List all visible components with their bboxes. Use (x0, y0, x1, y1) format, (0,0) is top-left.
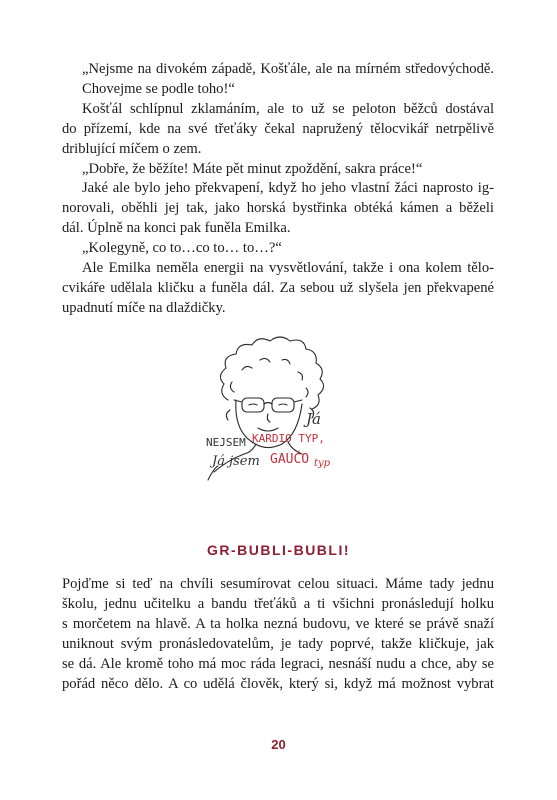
chapter-heading: GR-BUBLI-BUBLI! (206, 542, 351, 558)
paragraph (62, 259, 494, 319)
handwriting-ja: Já (306, 410, 321, 428)
handwriting-kardio: KARDIO TYP, (252, 432, 325, 445)
handwriting-typ: typ (314, 458, 331, 469)
text-line: dál. Úplně na konci pak funěla Emilka. (62, 220, 291, 237)
text-line: s morčetem na hlavě. A ta holka nezná budovu, ve které se právě snaží (62, 615, 494, 632)
text-line: „Kolegyně, co to…co to… to…?“ (82, 240, 282, 257)
text-line: školu, jednu učitelku a bandu třeťáků a ti všichni pronásledují holku (62, 595, 494, 612)
text-line: cvikáře udělala kličku a funěla dál. Za sebou už slyšela jen překvapené (62, 279, 494, 296)
text-line: uniknout svým pronásledovatelům, je tady poprvé, takže kličkuje, jak (62, 635, 494, 652)
paragraph (62, 160, 494, 180)
paragraph (62, 575, 494, 694)
page-number: 20 (271, 737, 286, 752)
text-line: do přízemí, kde na své třeťáky čekal napružený tělocvikář netrpělivě (62, 120, 494, 137)
text-line: Ale Emilka neměla energii na vysvětlování, takže i ona kolem tělo- (82, 260, 494, 277)
text-line: driblující míčem o zem. (62, 140, 202, 157)
text-line: norovali, oběhli jej tak, jako horská bystřinka obtéká kámen a běželi (62, 200, 494, 217)
text-line: pořád něco dělo. A co udělá člověk, který si, když má možnost vybrat (62, 675, 494, 692)
text-line: Jaké ale bylo jeho překvapení, když ho jeho vlastní žáci naprosto ig- (82, 180, 494, 197)
handwriting-gaucho: GAUČO (270, 452, 310, 467)
text-line: „Nejsme na divokém západě, Košťále, ale na mírném středovýchodě. (82, 61, 494, 77)
face-sketch-icon (190, 330, 360, 500)
handwriting-ja-jsem: Já jsem (212, 454, 260, 469)
paragraph (62, 100, 494, 160)
text-line: „Dobře, že běžíte! Máte pět minut zpoždění, sakra práce!“ (82, 160, 423, 177)
paragraph (62, 179, 494, 239)
handwriting-nejsem: NEJSEM (206, 436, 246, 449)
text-block-top (62, 60, 494, 319)
illustration-sketch (190, 330, 360, 500)
paragraph (62, 239, 494, 259)
text-line: Pojďme si teď na chvíli sesumírovat celou situaci. Máme tady jednu (62, 576, 494, 592)
text-line: upadnutí míče na dlaždičky. (62, 299, 226, 316)
text-line: se dá. Ale kromě toho má moc ráda legraci, nesnáší nudu a chce, aby se (62, 655, 494, 672)
text-block-bottom (62, 575, 494, 694)
text-line: Chovejme se podle toho!“ (82, 80, 235, 97)
text-line: Košťál schlípnul zklamáním, ale to už se peloton běžců dostával (82, 100, 494, 117)
paragraph (62, 60, 494, 100)
